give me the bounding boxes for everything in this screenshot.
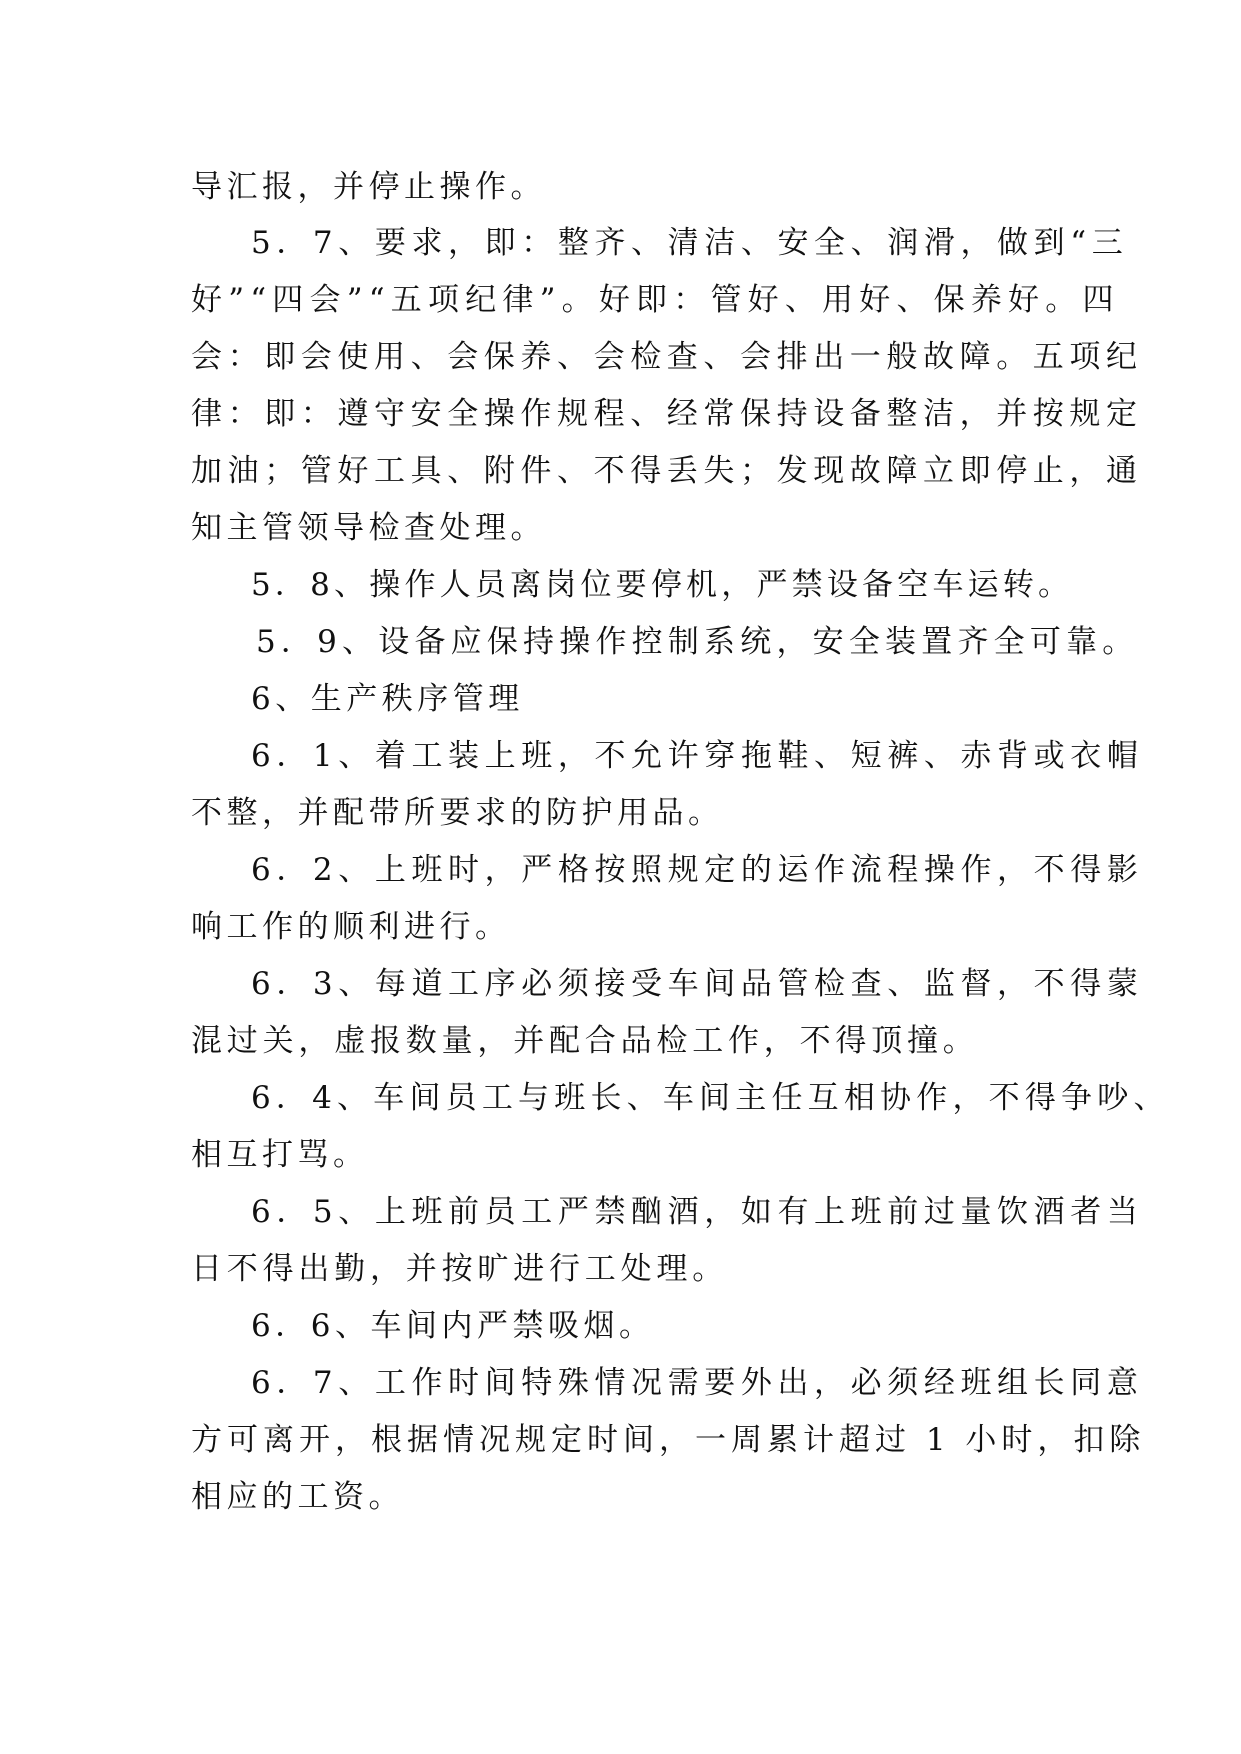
text-line: 6．1、着工装上班，不允许穿拖鞋、短裤、赤背或衣帽	[251, 738, 1144, 774]
text-line: 响工作的顺利进行。	[191, 909, 511, 945]
text-line: 律：即：遵守安全操作规程、经常保持设备整洁，并按规定	[191, 396, 1143, 432]
text-line: 6．5、上班前员工严禁酗酒，如有上班前过量饮酒者当	[251, 1194, 1144, 1230]
text-line: 加油；管好工具、附件、不得丢失；发现故障立即停止，通	[191, 453, 1143, 489]
text-line: 相互打骂。	[191, 1137, 369, 1173]
text-line: 导汇报，并停止操作。	[191, 169, 546, 205]
text-line: 6．3、每道工序必须接受车间品管检查、监督，不得蒙	[251, 966, 1144, 1002]
text-line: 5．8、操作人员离岗位要停机，严禁设备空车运转。	[251, 567, 1074, 603]
text-line: 6．6、车间内严禁吸烟。	[251, 1308, 655, 1344]
text-line: 6．2、上班时，严格按照规定的运作流程操作，不得影	[251, 852, 1144, 888]
text-line: 方可离开，根据情况规定时间，一周累计超过 1 小时，扣除	[191, 1422, 1146, 1458]
text-line: 5．7、要求，即：整齐、清洁、安全、润滑，做到“三	[251, 225, 1129, 261]
text-line: 5．9、设备应保持操作控制系统，安全装置齐全可靠。	[256, 624, 1139, 660]
text-line: 知主管领导检查处理。	[191, 510, 546, 546]
section-heading: 6、生产秩序管理	[251, 681, 524, 717]
text-line: 6．7、工作时间特殊情况需要外出，必须经班组长同意	[251, 1365, 1144, 1401]
text-line: 日不得出勤，并按旷进行工处理。	[191, 1251, 728, 1287]
text-line: 相应的工资。	[191, 1479, 404, 1515]
text-line: 好”“四会”“五项纪律”。好即：管好、用好、保养好。四	[191, 282, 1120, 318]
text-line: 会：即会使用、会保养、会检查、会排出一般故障。五项纪	[191, 339, 1143, 375]
text-line: 混过关，虚报数量，并配合品检工作，不得顶撞。	[191, 1023, 979, 1059]
text-line: 不整，并配带所要求的防护用品。	[191, 795, 724, 831]
text-line: 6．4、车间员工与班长、车间主任互相协作，不得争吵、	[251, 1080, 1170, 1116]
